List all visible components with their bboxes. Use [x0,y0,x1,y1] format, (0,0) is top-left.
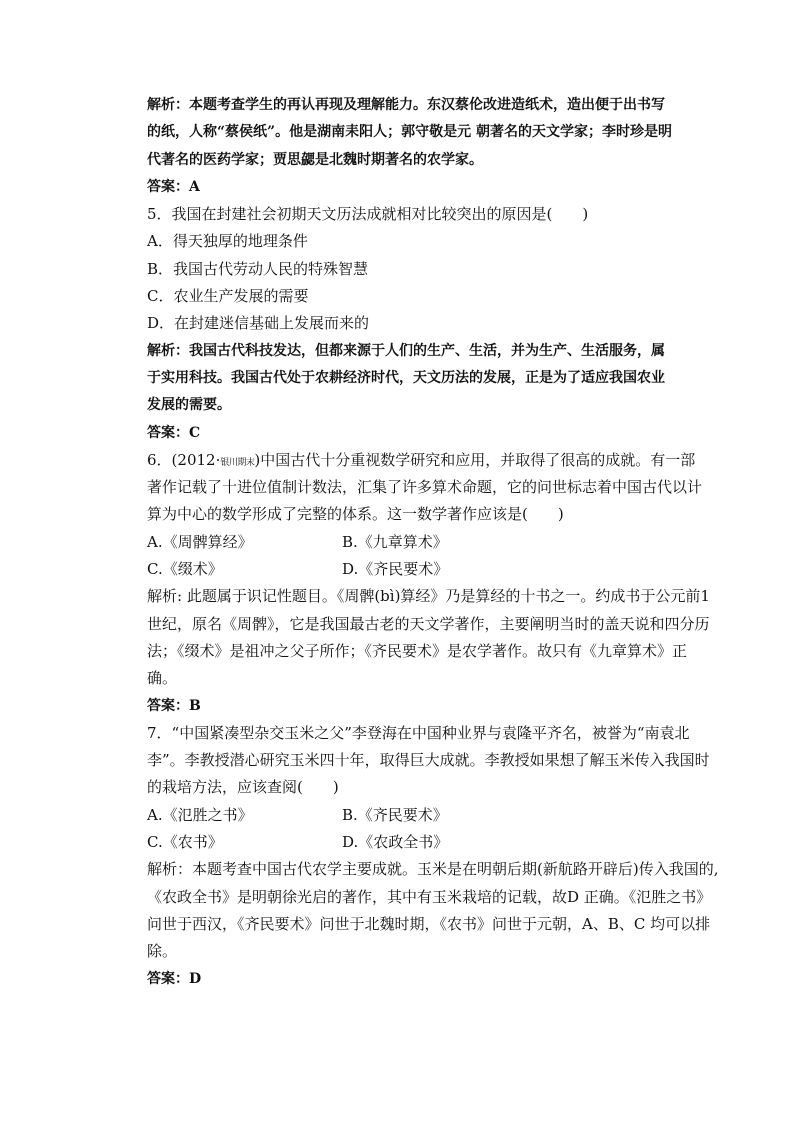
q7-explanation-line-4: 除。 [147,942,178,961]
q7-answer: 答案：D [147,970,202,987]
q5-option-a: A．得天独厚的地理条件 [147,232,308,251]
q6-explanation-line-4: 确。 [147,669,178,688]
q5-explanation-line-1: 解析：我国古代科技发达，但都来源于人们的生产、生活，并为生产、生活服务，属 [147,342,665,359]
q5-stem: 5．我国在封建社会初期天文历法成就相对比较突出的原因是( ) [147,205,589,224]
q6-stem-line-3: 算为中心的数学形成了完整的体系。这一数学著作应该是( ) [147,505,564,524]
q6-explanation-line-3: 法；《缀术》是祖冲之父子所作；《齐民要术》是农学著作。故只有《九章算术》正 [147,641,688,660]
q7-stem-line-3: 的栽培方法，应该查阅( ) [147,778,339,797]
q7-option-a: A.《氾胜之书》 [147,805,253,824]
q4-answer: 答案：A [147,178,200,195]
q7-options-row-1 [147,802,687,829]
q7-explanation-line-2: 《农政全书》是明朝徐光启的著作，其中有玉米栽培的记载，故D 正确。《氾胜之书》 [147,887,712,906]
q4-explanation-line-1: 解析：本题考查学生的再认再现及理解能力。东汉蔡伦改进造纸术，造出便于出书写 [147,97,665,113]
document-page [147,92,719,993]
q4-explanation-line-3: 代著名的医药学家；贾思勰是北魏时期著名的农学家。 [147,151,483,168]
q6-explanation-line-2: 世纪，原名《周髀》，它是我国最古老的天文学著作，主要阐明当时的盖天说和四分历 [147,614,710,633]
q7-stem-line-2: 李”。李教授潜心研究玉米四十年，取得巨大成就。李教授如果想了解玉米传入我国时 [147,751,710,770]
q6-stem-line-1 [147,447,696,474]
q6-option-b: B.《九章算术》 [342,532,448,551]
q5-explanation-line-3: 发展的需要。 [147,397,231,414]
q6-prefix: 6．(2012· [147,450,221,469]
q5-option-b: B．我国古代劳动人民的特殊智慧 [147,259,369,278]
q6-source: 银川期末 [220,457,255,468]
q5-answer: 答案：C [147,424,201,441]
q7-explanation-line-3: 问世于西汉，《齐民要术》问世于北魏时期，《农书》问世于元朝，A、B、C 均可以排 [147,914,711,933]
q6-option-d: D.《齐民要术》 [342,560,449,579]
q7-option-d: D.《农政全书》 [342,833,449,852]
q7-option-c: C.《农书》 [147,833,223,852]
q4-explanation-line-2: 的纸，人称“蔡侯纸”。他是湖南耒阳人；郭守敬是元 朝著名的天文学家；李时珍是明 [147,124,672,141]
q6-options-row-2 [147,556,687,583]
q6-answer: 答案：B [147,697,201,714]
q6-explanation-line-1: 解析: 此题属于识记性题目。《周髀(bì)算经》乃是算经的十书之一。约成书于公元前1 [147,587,710,606]
q5-explanation-line-2: 于实用科技。我国古代处于农耕经济时代，天文历法的发展，正是为了适应我国农业 [147,369,665,386]
q5-option-d: D．在封建迷信基础上发展而来的 [147,314,370,333]
q7-option-b: B.《齐民要术》 [342,805,448,824]
q6-options-row-1 [147,529,687,556]
q6-option-c: C.《缀术》 [147,560,223,579]
q6-option-a: A.《周髀算经》 [147,532,253,551]
q7-explanation-line-1: 解析：本题考查中国古代农学主要成就。玉米是在明朝后期(新航路开辟后)传入我国的, [147,860,719,879]
q7-options-row-2 [147,829,687,856]
q6-stem-rest: )中国古代十分重视数学研究和应用，并取得了很高的成就。有一部 [254,450,696,469]
q5-option-c: C．农业生产发展的需要 [147,287,309,306]
q6-stem-line-2: 著作记载了十进位值制计数法，汇集了许多算术命题，它的问世标志着中国古代以计 [147,478,703,497]
q7-stem-line-1: 7．“中国紧凑型杂交玉米之父”李登海在中国种业界与袁隆平齐名，被誉为“南袁北 [147,723,690,742]
